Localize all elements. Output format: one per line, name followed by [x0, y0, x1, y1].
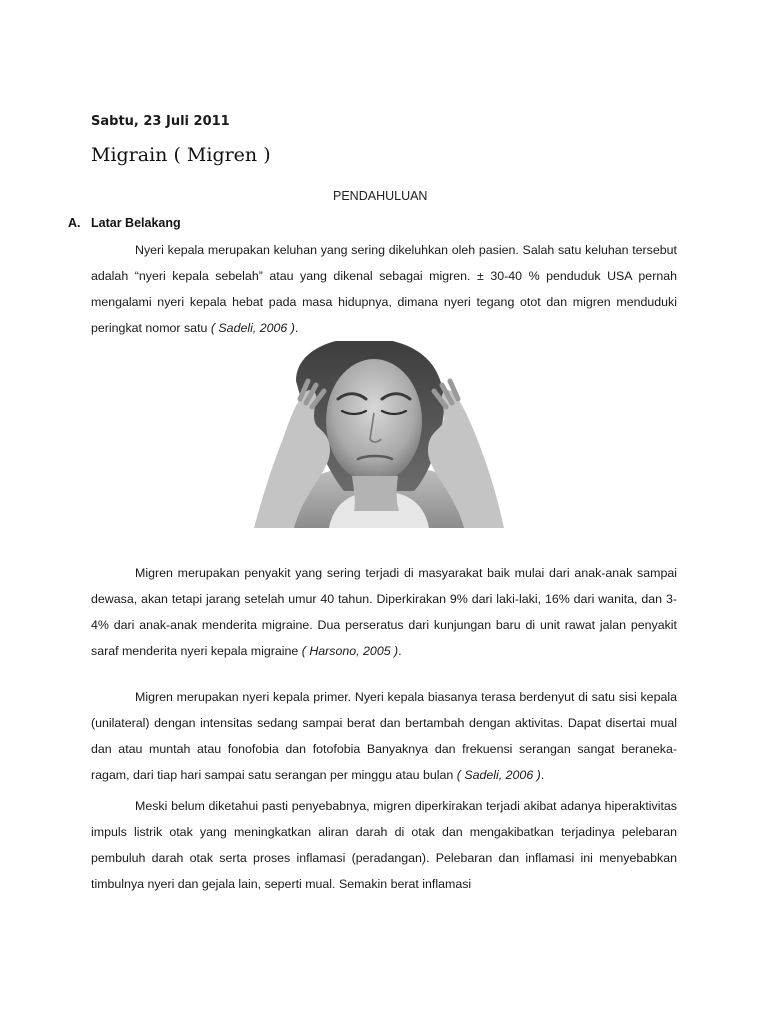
paragraph-text: Migren merupakan penyakit yang sering terjadi di masyarakat baik mulai dari anak-anak sampai dewasa, akan tetapi jarang setelah umur 40 tahun. Diperkirakan 9% dari laki-laki, 16% dari wanita, dan 3-4% dari anak-anak menderita migraine. Dua perseratus dari kunjungan baru di unit rawat jalan penyakit saraf menderita nyeri kepala migraine: [91, 566, 677, 658]
section-heading: PENDAHULUAN: [333, 189, 428, 203]
paragraph-text: Migren merupakan nyeri kepala primer. Nyeri kepala biasanya terasa berdenyut di satu sisi kepala (unilateral) dengan intensitas sedang sampai berat dan bertambah dengan aktivitas. Dapat disertai mual dan atau muntah atau fonofobia dan fotofobia Banyaknya dan frekuensi serangan sangat beraneka-ragam, dari tiap hari sampai satu serangan per minggu atau bulan: [91, 690, 677, 782]
citation: ( Harsono, 2005 ): [301, 644, 399, 658]
subheading-text: Latar Belakang: [91, 216, 181, 230]
paragraph-text: .: [398, 644, 402, 658]
woman-with-headache-photo: [234, 341, 525, 528]
paragraph-3: [91, 684, 677, 788]
citation: ( Sadeli, 2006 ): [210, 321, 295, 335]
document-title: Migrain ( Migren ): [91, 144, 271, 166]
paragraph-2: [91, 560, 677, 664]
subheading: [68, 216, 181, 230]
paragraph-text: .: [540, 768, 545, 782]
paragraph-text: Meski belum diketahui pasti penyebabnya, migren diperkirakan terjadi akibat adanya hiperaktivitas impuls listrik otak yang meningkatkan aliran darah di otak dan mengakibatkan terjadinya pelebaran pembuluh darah otak serta proses inflamasi (peradangan). Pelebaran dan inflamasi ini menyebabkan timbulnya nyeri dan gejala lain, seperti mual. Semakin berat inflamasi: [91, 799, 677, 891]
subheading-number: A.: [68, 216, 81, 230]
paragraph-text: .: [294, 321, 299, 335]
paragraph-text: Nyeri kepala merupakan keluhan yang sering dikeluhkan oleh pasien. Salah satu keluhan tersebut adalah “nyeri kepala sebelah” atau yang dikenal sebagai migren. ± 30-40 % penduduk USA pernah mengalami nyeri kepala hebat pada masa hidupnya, dimana nyeri tegang otot dan migren menduduki peringkat nomor satu: [91, 243, 677, 335]
post-date: Sabtu, 23 Juli 2011: [91, 114, 230, 129]
paragraph-1: [91, 237, 677, 341]
citation: ( Sadeli, 2006 ): [456, 768, 541, 782]
paragraph-4: [91, 793, 677, 897]
